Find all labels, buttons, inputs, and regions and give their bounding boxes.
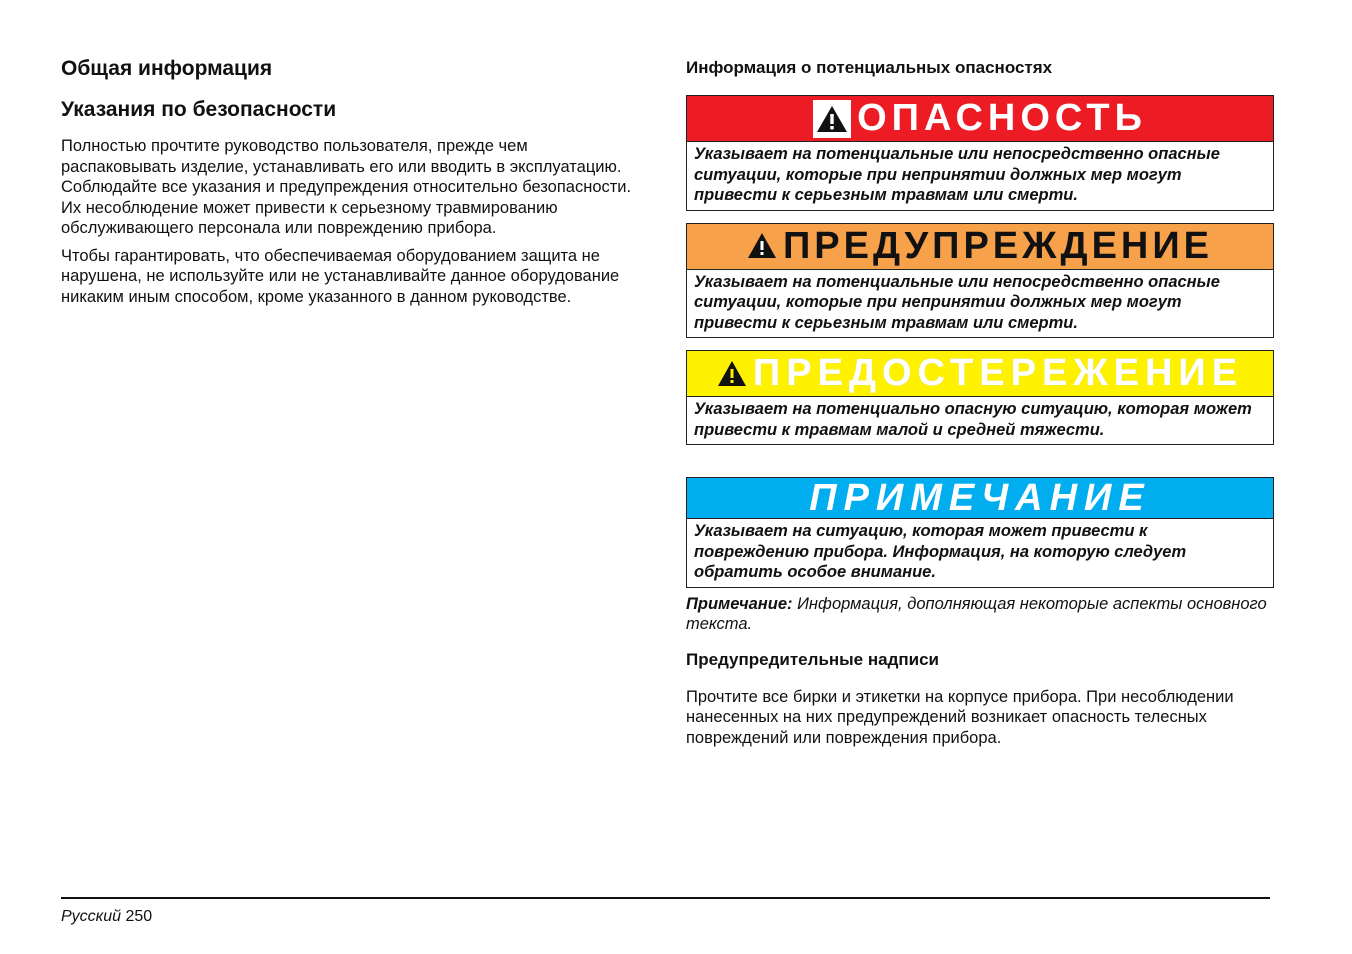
page-footer	[61, 908, 152, 926]
danger-message: Указывает на потенциальные или непосредственно опасные ситуации, которые при непринятии должных мер могут привести к серьезным травмам или смерти.	[694, 145, 1220, 204]
subsection-title: Указания по безопасности	[61, 98, 337, 121]
hazard-info-heading: Информация о потенциальных опасностях	[686, 58, 1053, 77]
note-label: Примечание:	[686, 594, 793, 613]
caution-banner	[687, 351, 1273, 397]
safety-paragraph-1: Полностью прочтите руководство пользователя, прежде чем распаковывать изделие, устанавливать его или вводить в эксплуатацию. Соблюдайте все указания и предупреждения относительно безопасности. Их несоблюдение может привести к серьезному травмированию обслуживающего персонала или повреждению прибора.	[61, 137, 632, 237]
page-number: 250	[125, 908, 153, 925]
warning-signal-word: ПРЕДУПРЕЖДЕНИЕ	[782, 224, 1214, 267]
warning-triangle-icon	[717, 360, 747, 388]
notice-signal-word: ПРИМЕЧАНИЕ	[809, 476, 1151, 519]
warning-labels-paragraph: Прочтите все бирки и этикетки на корпусе прибора. При несоблюдении нанесенных на них предупреждений возникает опасность телесных повреждений или повреждения прибора.	[686, 687, 1234, 747]
warning-box	[686, 223, 1274, 339]
caution-message: Указывает на потенциально опасную ситуацию, которая может привести к травмам малой и средней тяжести.	[694, 400, 1252, 439]
notice-banner	[687, 478, 1273, 519]
safety-paragraph-2: Чтобы гарантировать, что обеспечиваемая оборудованием защита не нарушена, не используйте или не устанавливайте данное оборудование никаким иным способом, кроме указанного в данном руководстве.	[61, 246, 620, 306]
note-text: Информация, дополняющая некоторые аспекты основного текста.	[686, 594, 1267, 633]
caution-signal-word: ПРЕДОСТЕРЕЖЕНИЕ	[752, 352, 1244, 394]
left-column	[61, 56, 641, 314]
footer-divider	[61, 897, 1270, 899]
warning-labels-heading: Предупредительные надписи	[686, 649, 939, 669]
warning-triangle-icon	[813, 100, 851, 138]
notice-box	[686, 477, 1274, 588]
warning-banner	[687, 224, 1273, 270]
section-title: Общая информация	[61, 57, 273, 80]
footer-language: Русский	[61, 908, 122, 925]
caution-box	[686, 350, 1274, 445]
warning-message: Указывает на потенциальные или непосредственно опасные ситуации, которые при непринятии должных мер могут привести к серьезным травмам или смерти.	[694, 272, 1220, 332]
danger-box	[686, 95, 1274, 211]
note-paragraph	[686, 594, 1274, 635]
danger-banner	[687, 96, 1273, 142]
warning-triangle-icon	[747, 232, 777, 260]
notice-message: Указывает на ситуацию, которая может привести к повреждению прибора. Информация, на которую следует обратить особое внимание.	[694, 522, 1187, 581]
danger-signal-word: ОПАСНОСТЬ	[857, 97, 1147, 139]
right-column	[686, 56, 1274, 755]
